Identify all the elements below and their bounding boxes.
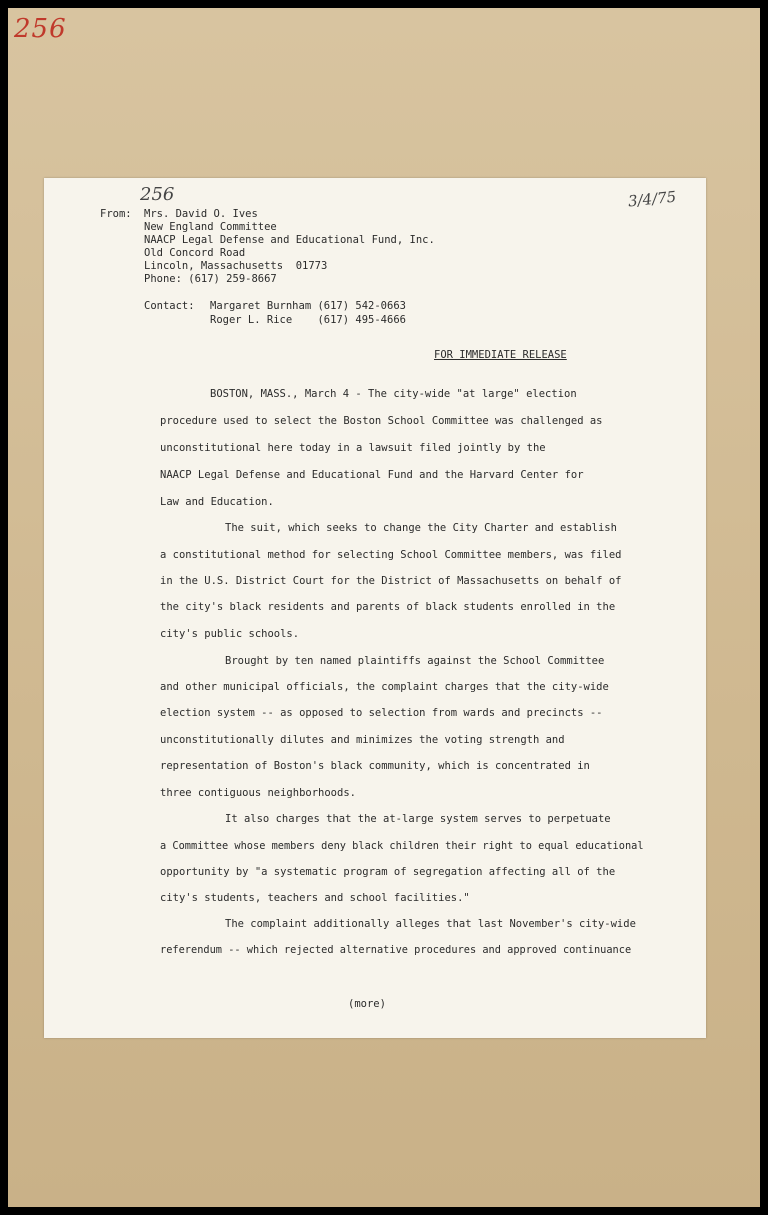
body-line: representation of Boston's black community, which is concentrated in [160,760,590,772]
from-label: From: [100,208,132,220]
press-release-page [44,178,706,1038]
body-line: three contiguous neighborhoods. [160,787,356,799]
body-line: referendum -- which rejected alternative procedures and approved continuance [160,944,632,956]
from-line-6: Phone: (617) 259-8667 [144,273,277,285]
handwritten-sheet-number: 256 [140,184,175,205]
corner-archive-number: 256 [14,14,67,44]
handwritten-date: 3/4/75 [627,187,678,211]
body-line: procedure used to select the Boston School Committee was challenged as [160,415,603,427]
more-footer: (more) [348,998,386,1010]
body-line: unconstitutionally dilutes and minimizes the voting strength and [160,734,565,746]
body-line: in the U.S. District Court for the District of Massachusetts on behalf of [160,575,622,587]
body-line: Brought by ten named plaintiffs against the School Committee [225,655,605,667]
from-line-2: New England Committee [144,221,277,233]
body-line: the city's black residents and parents of black students enrolled in the [160,601,616,613]
body-line: opportunity by "a systematic program of segregation affecting all of the [160,866,616,878]
body-line: Law and Education. [160,496,274,508]
release-label: FOR IMMEDIATE RELEASE [434,349,567,361]
body-line: The suit, which seeks to change the City Charter and establish [225,522,617,534]
body-line: a Committee whose members deny black children their right to equal educational [160,840,644,852]
body-line: city's students, teachers and school facilities." [160,892,470,904]
body-line: city's public schools. [160,628,300,640]
body-line: a constitutional method for selecting School Committee members, was filed [160,549,622,561]
document-scan [8,8,760,1207]
from-line-5: Lincoln, Massachusetts 01773 [144,260,328,272]
body-line: BOSTON, MASS., March 4 - The city-wide "at large" election [210,388,577,400]
contact-label: Contact: [144,300,195,312]
from-line-4: Old Concord Road [144,247,246,259]
body-line: NAACP Legal Defense and Educational Fund and the Harvard Center for [160,469,584,481]
body-line: unconstitutional here today in a lawsuit filed jointly by the [160,442,546,454]
body-line: The complaint additionally alleges that last November's city-wide [225,918,636,930]
body-line: It also charges that the at-large system serves to perpetuate [225,813,611,825]
from-line-3: NAACP Legal Defense and Educational Fund, Inc. [144,234,435,246]
body-line: and other municipal officials, the complaint charges that the city-wide [160,681,609,693]
body-line: election system -- as opposed to selection from wards and precincts -- [160,707,603,719]
contact-line-2: Roger L. Rice (617) 495-4666 [210,314,406,326]
from-line-1: Mrs. David O. Ives [144,208,258,220]
contact-line-1: Margaret Burnham (617) 542-0663 [210,300,406,312]
